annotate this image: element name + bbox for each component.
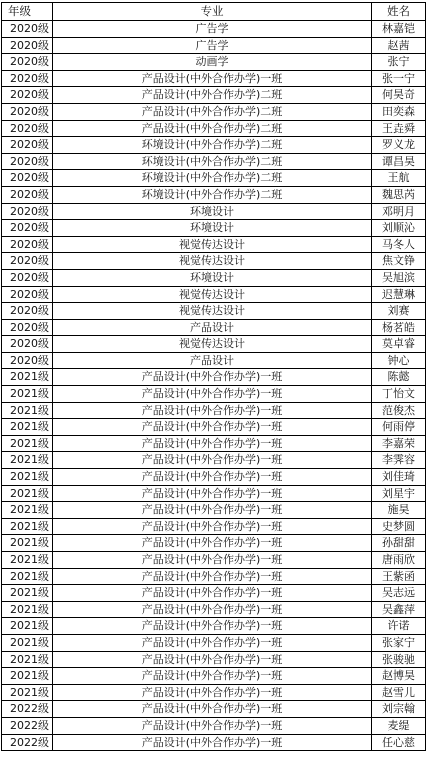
cell-name: 邓明月 [372, 203, 426, 220]
table-row [2, 70, 426, 87]
header-name: 姓名 [372, 3, 426, 21]
cell-major: 动画学 [53, 54, 372, 71]
table-row [2, 452, 426, 469]
table-row [2, 319, 426, 336]
table-row [2, 419, 426, 436]
table-row [2, 236, 426, 253]
table-row [2, 303, 426, 320]
table-row [2, 220, 426, 237]
table-row [2, 518, 426, 535]
cell-major: 环境设计(中外合作办学)二班 [53, 170, 372, 187]
cell-name: 张骏驰 [372, 651, 426, 668]
cell-major: 产品设计 [53, 352, 372, 369]
cell-major: 产品设计 [53, 319, 372, 336]
cell-major: 产品设计(中外合作办学)一班 [53, 452, 372, 469]
cell-major: 产品设计(中外合作办学)二班 [53, 87, 372, 104]
cell-grade: 2020级 [2, 103, 53, 120]
cell-major: 产品设计(中外合作办学)一班 [53, 369, 372, 386]
cell-major: 产品设计(中外合作办学)一班 [53, 651, 372, 668]
cell-grade: 2021级 [2, 568, 53, 585]
cell-name: 吴鑫萍 [372, 601, 426, 618]
student-table [1, 2, 426, 751]
table-row [2, 352, 426, 369]
cell-grade: 2021级 [2, 585, 53, 602]
cell-grade: 2021级 [2, 402, 53, 419]
cell-grade: 2020级 [2, 153, 53, 170]
cell-grade: 2021级 [2, 535, 53, 552]
cell-name: 刘赛 [372, 303, 426, 320]
cell-major: 环境设计 [53, 203, 372, 220]
cell-name: 唐雨欣 [372, 552, 426, 569]
cell-major: 产品设计(中外合作办学)一班 [53, 734, 372, 751]
cell-major: 产品设计(中外合作办学)一班 [53, 668, 372, 685]
cell-name: 张宁 [372, 54, 426, 71]
cell-name: 王垚舜 [372, 120, 426, 137]
cell-major: 产品设计(中外合作办学)一班 [53, 701, 372, 718]
table-row [2, 552, 426, 569]
cell-grade: 2021级 [2, 601, 53, 618]
table-row [2, 402, 426, 419]
cell-grade: 2021级 [2, 552, 53, 569]
table-row [2, 668, 426, 685]
cell-name: 许诺 [372, 618, 426, 635]
cell-major: 视觉传达设计 [53, 336, 372, 353]
cell-grade: 2020级 [2, 203, 53, 220]
cell-grade: 2021级 [2, 452, 53, 469]
cell-grade: 2020级 [2, 352, 53, 369]
cell-name: 刘佳琦 [372, 469, 426, 486]
table-row [2, 568, 426, 585]
table-row [2, 601, 426, 618]
header-row [2, 3, 426, 21]
table-row [2, 170, 426, 187]
table-row [2, 120, 426, 137]
cell-grade: 2020级 [2, 170, 53, 187]
cell-major: 产品设计(中外合作办学)一班 [53, 518, 372, 535]
table-row [2, 585, 426, 602]
cell-name: 赵茜 [372, 37, 426, 54]
cell-grade: 2021级 [2, 502, 53, 519]
cell-major: 产品设计(中外合作办学)一班 [53, 386, 372, 403]
cell-grade: 2020级 [2, 87, 53, 104]
cell-name: 李霁容 [372, 452, 426, 469]
cell-major: 环境设计 [53, 269, 372, 286]
cell-name: 何雨停 [372, 419, 426, 436]
cell-major: 产品设计(中外合作办学)一班 [53, 552, 372, 569]
cell-major: 环境设计(中外合作办学)二班 [53, 153, 372, 170]
table-row [2, 186, 426, 203]
cell-grade: 2020级 [2, 220, 53, 237]
cell-name: 范俊杰 [372, 402, 426, 419]
table-row [2, 435, 426, 452]
cell-grade: 2020级 [2, 286, 53, 303]
cell-grade: 2020级 [2, 269, 53, 286]
cell-name: 王航 [372, 170, 426, 187]
cell-major: 产品设计(中外合作办学)一班 [53, 502, 372, 519]
cell-grade: 2022级 [2, 734, 53, 751]
cell-major: 环境设计 [53, 220, 372, 237]
table-row [2, 269, 426, 286]
cell-grade: 2022级 [2, 717, 53, 734]
cell-name: 李嘉荣 [372, 435, 426, 452]
cell-name: 赵雪儿 [372, 684, 426, 701]
cell-grade: 2021级 [2, 618, 53, 635]
cell-grade: 2021级 [2, 634, 53, 651]
cell-name: 施昊 [372, 502, 426, 519]
header-major: 专业 [53, 3, 372, 21]
cell-major: 产品设计(中外合作办学)一班 [53, 585, 372, 602]
cell-name: 陈懿 [372, 369, 426, 386]
cell-major: 视觉传达设计 [53, 286, 372, 303]
table-row [2, 253, 426, 270]
table-row [2, 87, 426, 104]
cell-major: 产品设计(中外合作办学)一班 [53, 435, 372, 452]
cell-major: 产品设计(中外合作办学)一班 [53, 618, 372, 635]
table-row [2, 535, 426, 552]
cell-grade: 2020级 [2, 70, 53, 87]
table-row [2, 386, 426, 403]
cell-name: 张家宁 [372, 634, 426, 651]
table-row [2, 103, 426, 120]
cell-grade: 2022级 [2, 701, 53, 718]
table-row [2, 369, 426, 386]
cell-name: 钟心 [372, 352, 426, 369]
cell-grade: 2021级 [2, 419, 53, 436]
cell-grade: 2021级 [2, 386, 53, 403]
cell-major: 产品设计(中外合作办学)一班 [53, 70, 372, 87]
table-row [2, 651, 426, 668]
cell-grade: 2021级 [2, 469, 53, 486]
cell-name: 张一宁 [372, 70, 426, 87]
cell-grade: 2020级 [2, 37, 53, 54]
table-body [2, 21, 426, 751]
cell-name: 刘宗翰 [372, 701, 426, 718]
cell-name: 罗义龙 [372, 137, 426, 154]
cell-grade: 2020级 [2, 21, 53, 38]
table-row [2, 485, 426, 502]
cell-name: 任心慈 [372, 734, 426, 751]
cell-name: 刘星宇 [372, 485, 426, 502]
cell-grade: 2020级 [2, 236, 53, 253]
table-row [2, 336, 426, 353]
cell-name: 赵博昊 [372, 668, 426, 685]
cell-grade: 2021级 [2, 369, 53, 386]
cell-major: 产品设计(中外合作办学)一班 [53, 402, 372, 419]
table-row [2, 469, 426, 486]
cell-major: 视觉传达设计 [53, 303, 372, 320]
cell-name: 丁怡文 [372, 386, 426, 403]
cell-name: 田奕森 [372, 103, 426, 120]
cell-name: 杨茗皓 [372, 319, 426, 336]
cell-major: 环境设计(中外合作办学)二班 [53, 137, 372, 154]
cell-name: 焦文铮 [372, 253, 426, 270]
table-header [2, 3, 426, 21]
cell-grade: 2020级 [2, 319, 53, 336]
cell-name: 史梦圆 [372, 518, 426, 535]
table-row [2, 684, 426, 701]
cell-name: 吴旭滨 [372, 269, 426, 286]
cell-major: 产品设计(中外合作办学)一班 [53, 601, 372, 618]
table-row [2, 153, 426, 170]
cell-major: 广告学 [53, 21, 372, 38]
cell-grade: 2020级 [2, 54, 53, 71]
cell-grade: 2020级 [2, 336, 53, 353]
cell-name: 麦缇 [372, 717, 426, 734]
cell-grade: 2020级 [2, 303, 53, 320]
cell-name: 魏思芮 [372, 186, 426, 203]
cell-major: 产品设计(中外合作办学)一班 [53, 717, 372, 734]
cell-grade: 2021级 [2, 518, 53, 535]
table-row [2, 717, 426, 734]
cell-grade: 2020级 [2, 253, 53, 270]
cell-grade: 2020级 [2, 120, 53, 137]
table-row [2, 286, 426, 303]
cell-major: 产品设计(中外合作办学)二班 [53, 120, 372, 137]
student-list-sheet [0, 2, 427, 751]
cell-major: 广告学 [53, 37, 372, 54]
cell-grade: 2021级 [2, 435, 53, 452]
table-row [2, 37, 426, 54]
cell-major: 视觉传达设计 [53, 253, 372, 270]
cell-name: 马冬人 [372, 236, 426, 253]
cell-major: 产品设计(中外合作办学)一班 [53, 535, 372, 552]
cell-major: 产品设计(中外合作办学)一班 [53, 419, 372, 436]
cell-major: 产品设计(中外合作办学)一班 [53, 485, 372, 502]
cell-name: 孙甜甜 [372, 535, 426, 552]
cell-grade: 2020级 [2, 137, 53, 154]
cell-grade: 2020级 [2, 186, 53, 203]
table-row [2, 618, 426, 635]
cell-major: 视觉传达设计 [53, 236, 372, 253]
table-row [2, 502, 426, 519]
header-grade: 年级 [2, 3, 53, 21]
cell-name: 莫卓睿 [372, 336, 426, 353]
cell-grade: 2021级 [2, 485, 53, 502]
cell-name: 迟慧琳 [372, 286, 426, 303]
table-row [2, 54, 426, 71]
cell-grade: 2021级 [2, 651, 53, 668]
cell-name: 刘顺沁 [372, 220, 426, 237]
table-row [2, 21, 426, 38]
cell-major: 产品设计(中外合作办学)一班 [53, 634, 372, 651]
table-row [2, 203, 426, 220]
cell-name: 何昊奇 [372, 87, 426, 104]
cell-name: 谭昌昊 [372, 153, 426, 170]
cell-major: 产品设计(中外合作办学)一班 [53, 469, 372, 486]
cell-major: 产品设计(中外合作办学)一班 [53, 684, 372, 701]
cell-major: 产品设计(中外合作办学)二班 [53, 103, 372, 120]
cell-name: 王紫函 [372, 568, 426, 585]
cell-name: 林嘉铠 [372, 21, 426, 38]
cell-major: 环境设计(中外合作办学)二班 [53, 186, 372, 203]
cell-grade: 2021级 [2, 668, 53, 685]
cell-name: 吴志远 [372, 585, 426, 602]
table-row [2, 734, 426, 751]
table-row [2, 137, 426, 154]
cell-major: 产品设计(中外合作办学)一班 [53, 568, 372, 585]
table-row [2, 701, 426, 718]
table-row [2, 634, 426, 651]
cell-grade: 2021级 [2, 684, 53, 701]
